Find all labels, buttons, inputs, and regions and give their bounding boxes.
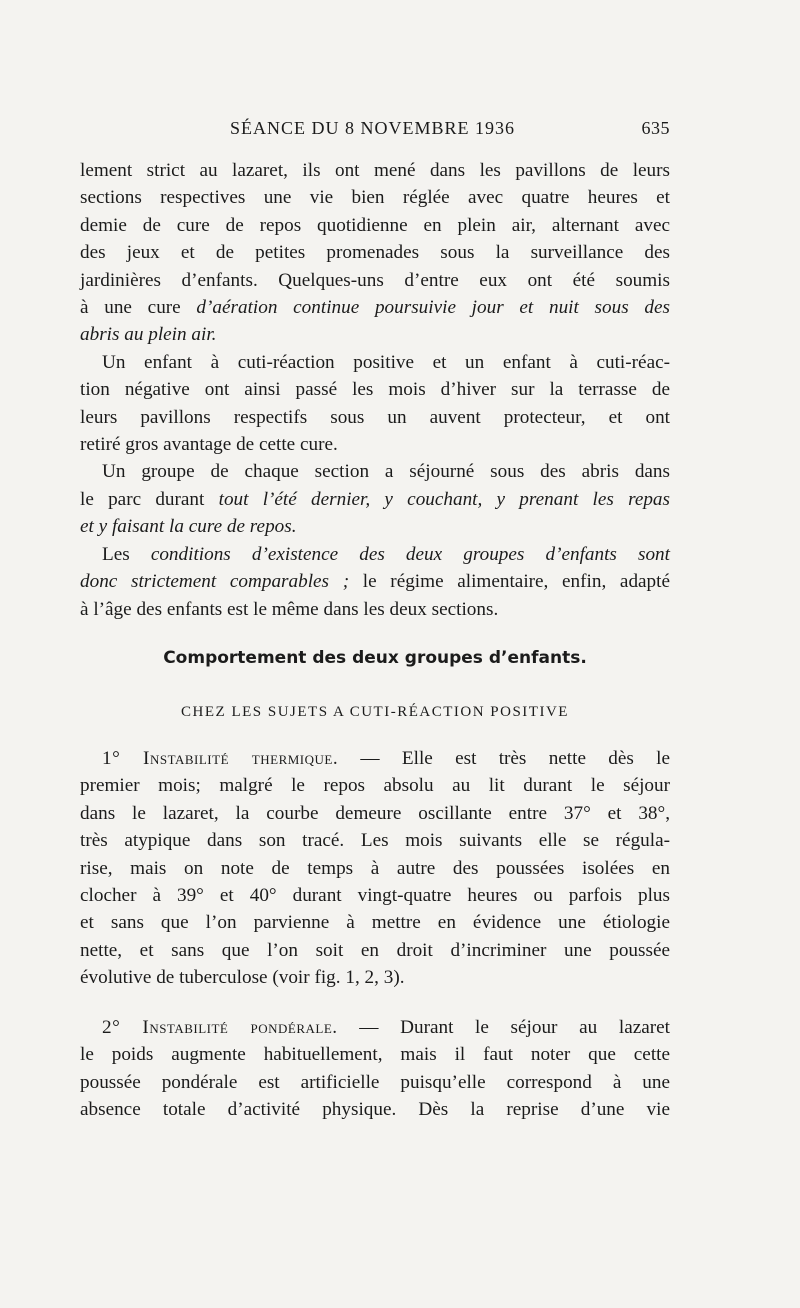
text-line	[80, 321, 670, 348]
text-line: le poids augmente habituellement, mais il faut noter que cette	[80, 1044, 670, 1066]
text-run: à une cure	[80, 297, 197, 319]
text-line: rise, mais on note de temps à autre des poussées isolées en	[80, 857, 670, 879]
text-line: demie de cure de repos quotidienne en plein air, alternant avec	[80, 214, 670, 236]
text-line: absence totale d’activité physique. Dès la reprise d’une vie	[80, 1099, 670, 1121]
running-header	[80, 118, 670, 142]
text-line: premier mois; malgré le repos absolu au lit durant le séjour	[80, 775, 670, 797]
italic-run: donc strictement comparables ;	[80, 571, 350, 593]
text-line: jardinières d’enfants. Quelques-uns d’entre eux ont été soumis	[80, 269, 670, 291]
text-line: Un enfant à cuti-réaction positive et un enfant à cuti-réac-	[102, 351, 670, 373]
text-run: le régime alimentaire, enfin, adapté	[349, 571, 670, 593]
section-thermal-instability	[80, 745, 670, 992]
text-run: — Durant le séjour au lazaret	[337, 1017, 670, 1038]
body-text	[80, 157, 670, 623]
text-line	[80, 513, 670, 540]
text-line: très atypique dans son tracé. Les mois suivants elle se régula-	[80, 830, 670, 852]
text-line: et sans que l’on parvienne à mettre en évidence une étiologie	[80, 912, 670, 934]
paragraph	[80, 349, 670, 459]
text-run: Les	[102, 543, 151, 565]
text-line: leurs pavillons respectifs sous un auvent protecteur, et ont	[80, 406, 670, 428]
text-line: lement strict au lazaret, ils ont mené dans les pavillons de leurs	[80, 160, 670, 181]
italic-run: d’aération continue poursuivie jour et nuit sous des	[196, 297, 670, 319]
text-line: à l’âge des enfants est le même dans les deux sections.	[80, 598, 499, 620]
section-heading: Comportement des deux groupes d’enfants.	[163, 648, 587, 668]
page-number: 635	[641, 118, 670, 138]
running-title: SÉANCE DU 8 NOVEMBRE 1936	[230, 118, 516, 138]
text-line	[80, 486, 670, 513]
text-line: évolutive de tuberculose (voir fig. 1, 2, 3).	[80, 967, 405, 989]
text-line: des jeux et de petites promenades sous la surveillance des	[80, 242, 670, 264]
text-line	[80, 541, 670, 568]
section-label: 2° Instabilité pondérale.	[102, 1017, 338, 1038]
text-line	[80, 568, 670, 595]
section-label: 1° Instabilité thermique.	[102, 748, 339, 769]
text-line: nette, et sans que l’on soit en droit d’incriminer une poussée	[80, 939, 670, 961]
paragraph	[80, 541, 670, 623]
text-run: le parc durant	[80, 488, 219, 510]
text-line	[80, 294, 670, 321]
paragraph	[80, 458, 670, 540]
text-line: clocher à 39° et 40° durant vingt-quatre heures ou parfois plus	[80, 885, 670, 907]
text-line: Un groupe de chaque section a séjourné sous des abris dans	[102, 461, 670, 483]
text-line: poussée pondérale est artificielle puisqu’elle correspond à une	[80, 1071, 670, 1093]
text-line	[80, 1014, 670, 1041]
text-run: — Elle est très nette dès le	[338, 748, 670, 769]
section-weight-instability	[80, 1014, 670, 1124]
text-line	[80, 745, 670, 772]
italic-run: tout l’été dernier, y couchant, y prenant les repas	[218, 488, 670, 510]
text-line: retiré gros avantage de cette cure.	[80, 434, 338, 456]
paragraph	[80, 157, 670, 349]
subsection-heading: CHEZ LES SUJETS A CUTI-RÉACTION POSITIVE	[181, 704, 569, 720]
text-line: tion négative ont ainsi passé les mois d’hiver sur la terrasse de	[80, 379, 670, 401]
text-line: sections respectives une vie bien réglée avec quatre heures et	[80, 187, 670, 209]
italic-run: et y faisant la cure de repos.	[80, 516, 297, 538]
italic-run: abris au plein air.	[80, 324, 217, 346]
italic-run: conditions d’existence des deux groupes d’enfants sont	[150, 543, 670, 565]
text-line: dans le lazaret, la courbe demeure oscillante entre 37° et 38°,	[80, 802, 670, 824]
